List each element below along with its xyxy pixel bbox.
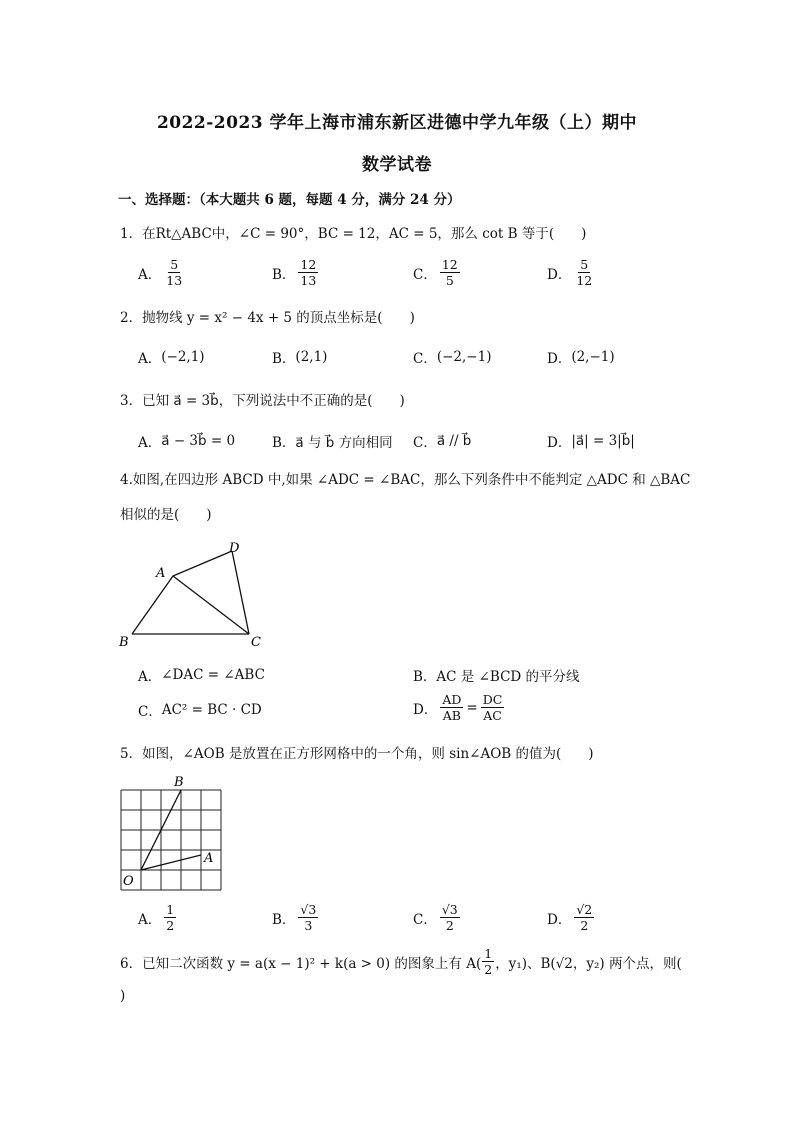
denominator: 2 xyxy=(580,918,589,933)
square-grid xyxy=(121,790,221,890)
denominator: 2 xyxy=(445,918,454,933)
q4-option-c xyxy=(138,700,262,720)
q3-option-d xyxy=(547,431,635,451)
option-label: C． xyxy=(138,704,162,720)
option-label: D． xyxy=(547,266,572,283)
point-label-o: O xyxy=(123,874,134,889)
exam-title-line1: 2022-2023 学年上海市浦东新区进德中学九年级（上）期中 xyxy=(156,113,638,133)
denominator: 2 xyxy=(484,962,493,977)
q5-stem: 5．如图，∠AOB 是放置在正方形网格中的一个角，则 sin∠AOB 的值为( ) xyxy=(120,746,594,762)
denominator: AB xyxy=(442,708,461,723)
q4-option-a xyxy=(138,665,265,685)
numerator: 5 xyxy=(170,257,179,272)
q5-option-d xyxy=(547,902,597,933)
denominator: 12 xyxy=(576,273,593,288)
numerator: √3 xyxy=(441,902,458,917)
option-text: (2,−1) xyxy=(571,349,615,365)
denominator: AC xyxy=(483,708,502,723)
option-label: B． xyxy=(272,351,296,367)
segment-ad xyxy=(173,551,232,576)
option-label: A． xyxy=(138,351,162,367)
option-text: |a⃗| = 3|b⃗| xyxy=(571,433,635,449)
option-text: (−2,1) xyxy=(161,349,205,365)
option-label: B． xyxy=(272,266,296,283)
option-text: (−2,−1) xyxy=(436,349,492,365)
option-text: a⃗ // b⃗ xyxy=(436,433,472,449)
option-label: B． xyxy=(413,669,437,685)
fraction-ad-ab xyxy=(440,692,463,723)
option-label: D． xyxy=(547,435,572,451)
numerator: 12 xyxy=(441,257,458,272)
denominator: 5 xyxy=(445,273,454,288)
ray-oa xyxy=(141,855,201,870)
numerator: 1 xyxy=(484,946,493,961)
numerator: 1 xyxy=(166,902,175,917)
grid-figure xyxy=(110,772,232,894)
q3-option-a xyxy=(138,431,235,451)
option-label: C． xyxy=(413,911,437,928)
fraction xyxy=(574,902,594,933)
q4-stem-line1: 4.如图,在四边形 ABCD 中,如果 ∠ADC = ∠BAC，那么下列条件中不能判定 △ADC 和 △BAC xyxy=(120,472,691,488)
vertex-label-d: D xyxy=(229,541,240,556)
option-label: D． xyxy=(413,701,438,718)
vertex-label-b: B xyxy=(119,635,129,650)
denominator: 13 xyxy=(166,273,183,288)
q2-stem: 2．抛物线 y = x² − 4x + 5 的顶点坐标是( ) xyxy=(120,310,415,326)
q2-option-a xyxy=(138,347,205,367)
fraction xyxy=(574,257,594,288)
segment-dc xyxy=(232,551,249,634)
option-label: D． xyxy=(547,351,572,367)
fraction xyxy=(298,902,318,933)
numerator: √2 xyxy=(576,902,593,917)
point-label-a: A xyxy=(204,851,214,866)
numerator: DC xyxy=(482,692,503,707)
vertex-label-c: C xyxy=(251,635,261,650)
quadrilateral-figure xyxy=(115,536,275,651)
option-label: A． xyxy=(138,911,162,928)
option-label: A． xyxy=(138,669,162,685)
option-label: A． xyxy=(138,435,162,451)
q6-stem-part1: 6．已知二次函数 y = a(x − 1)² + k(a > 0) 的图象上有 A( xyxy=(120,955,482,972)
q4-option-b xyxy=(413,665,580,685)
section-heading: 一、选择题：（本大题共 6 题，每题 4 分，满分 24 分） xyxy=(118,192,461,208)
q1-option-d xyxy=(547,257,597,288)
q5-option-b xyxy=(272,902,321,933)
option-label: D． xyxy=(547,911,572,928)
option-text: AC 是 ∠BCD 的平分线 xyxy=(436,669,580,685)
q6-stem-line2: ) xyxy=(120,988,126,1004)
segment-ab xyxy=(132,576,173,634)
q2-option-d xyxy=(547,347,615,367)
denominator: 2 xyxy=(166,918,175,933)
option-label: C． xyxy=(413,435,437,451)
q6-stem-part2: ，y₁)、B(√2，y₂) 两个点，则( xyxy=(495,955,682,972)
exam-title-line2: 数学试卷 xyxy=(362,155,432,175)
option-text: a⃗ 与 b⃗ 方向相同 xyxy=(295,435,393,451)
option-label: B． xyxy=(272,435,296,451)
fraction xyxy=(164,257,184,288)
fraction-dc-ac xyxy=(481,692,505,723)
q5-option-a xyxy=(138,902,179,933)
option-label: C． xyxy=(413,351,437,367)
q6-stem-line1 xyxy=(120,946,682,977)
numerator: √3 xyxy=(300,902,317,917)
denominator: 3 xyxy=(304,918,313,933)
option-text: ∠DAC = ∠ABC xyxy=(161,667,265,683)
q2-option-b xyxy=(272,347,327,367)
fraction xyxy=(298,257,318,288)
option-label: C． xyxy=(413,266,437,283)
fraction xyxy=(164,902,176,933)
point-label-b: B xyxy=(174,775,184,790)
fraction xyxy=(440,257,460,288)
numerator: AD xyxy=(442,692,462,707)
denominator: 13 xyxy=(300,273,317,288)
equals-sign: = xyxy=(466,699,478,716)
fraction-one-half xyxy=(482,946,494,977)
option-label: B． xyxy=(272,911,296,928)
q2-option-c xyxy=(413,347,491,367)
q1-option-c xyxy=(413,257,463,288)
option-label: A． xyxy=(138,266,162,283)
segment-ac xyxy=(173,576,249,634)
q3-option-b xyxy=(272,431,393,451)
option-text: a⃗ − 3b⃗ = 0 xyxy=(161,433,236,449)
q3-stem: 3．已知 a⃗ = 3b⃗，下列说法中不正确的是( ) xyxy=(120,393,405,409)
q1-stem: 1．在Rt△ABC中，∠C = 90°，BC = 12，AC = 5，那么 cot B 等于( ) xyxy=(120,226,587,242)
q1-option-a xyxy=(138,257,187,288)
option-text: (2,1) xyxy=(295,349,328,365)
q3-option-c xyxy=(413,431,471,451)
q4-stem-line2: 相似的是( ) xyxy=(120,507,212,523)
numerator: 5 xyxy=(580,257,589,272)
fraction xyxy=(440,902,460,933)
option-text: AC² = BC · CD xyxy=(161,702,262,718)
numerator: 12 xyxy=(300,257,317,272)
vertex-label-a: A xyxy=(156,566,166,581)
q1-option-b xyxy=(272,257,321,288)
q5-option-c xyxy=(413,902,463,933)
q4-option-d xyxy=(413,692,507,723)
